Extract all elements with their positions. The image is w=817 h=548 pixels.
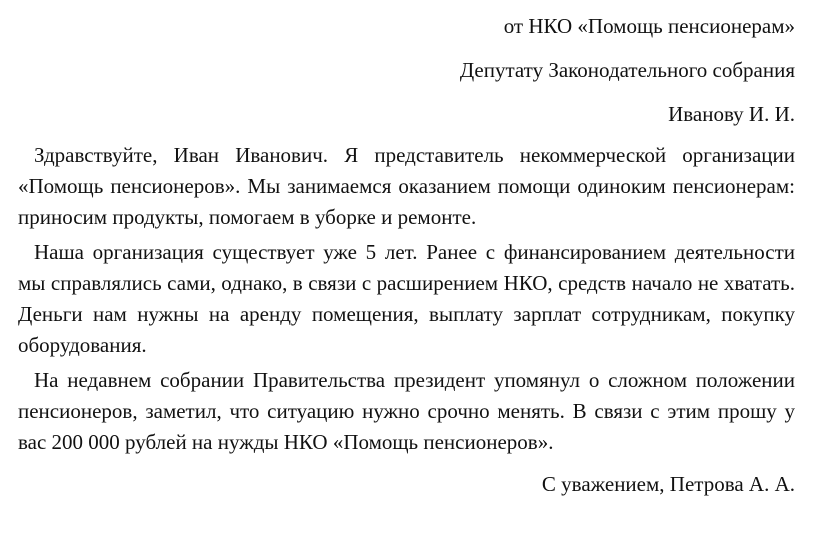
recipient-name: Иванову И. И. [668,102,795,126]
sender-line: от НКО «Помощь пенсионерам» [503,14,795,38]
letter-paragraph-request: На недавнем собрании Правительства президент упомянул о сложном положении пенсионеров, заметил, что ситуацию нужно срочно менять. В связи с этим прошу у вас 200 000 рублей на нужды НКО «Помощь пенсионеров». [18,368,795,454]
letter-paragraph-history: Наша организация существует уже 5 лет. Ранее с финансированием деятельности мы справлялись сами, однако, в связи с расширением НКО, средств начало не хватать. Деньги нам нужны на аренду помещения, выплату зарплат сотрудникам, покупку оборудования. [18,240,795,357]
letter-paragraph-intro: Здравствуйте, Иван Иванович. Я представитель некоммерческой организации «Помощь пенсионеров». Мы занимаемся оказанием помощи одиноким пенсионерам: приносим продукты, помогаем в уборке и ремонте. [18,143,795,229]
letter-page [18,14,795,496]
recipient-title: Депутату Законодательного собрания [459,58,795,82]
signature-line: С уважением, Петрова А. А. [541,472,795,496]
